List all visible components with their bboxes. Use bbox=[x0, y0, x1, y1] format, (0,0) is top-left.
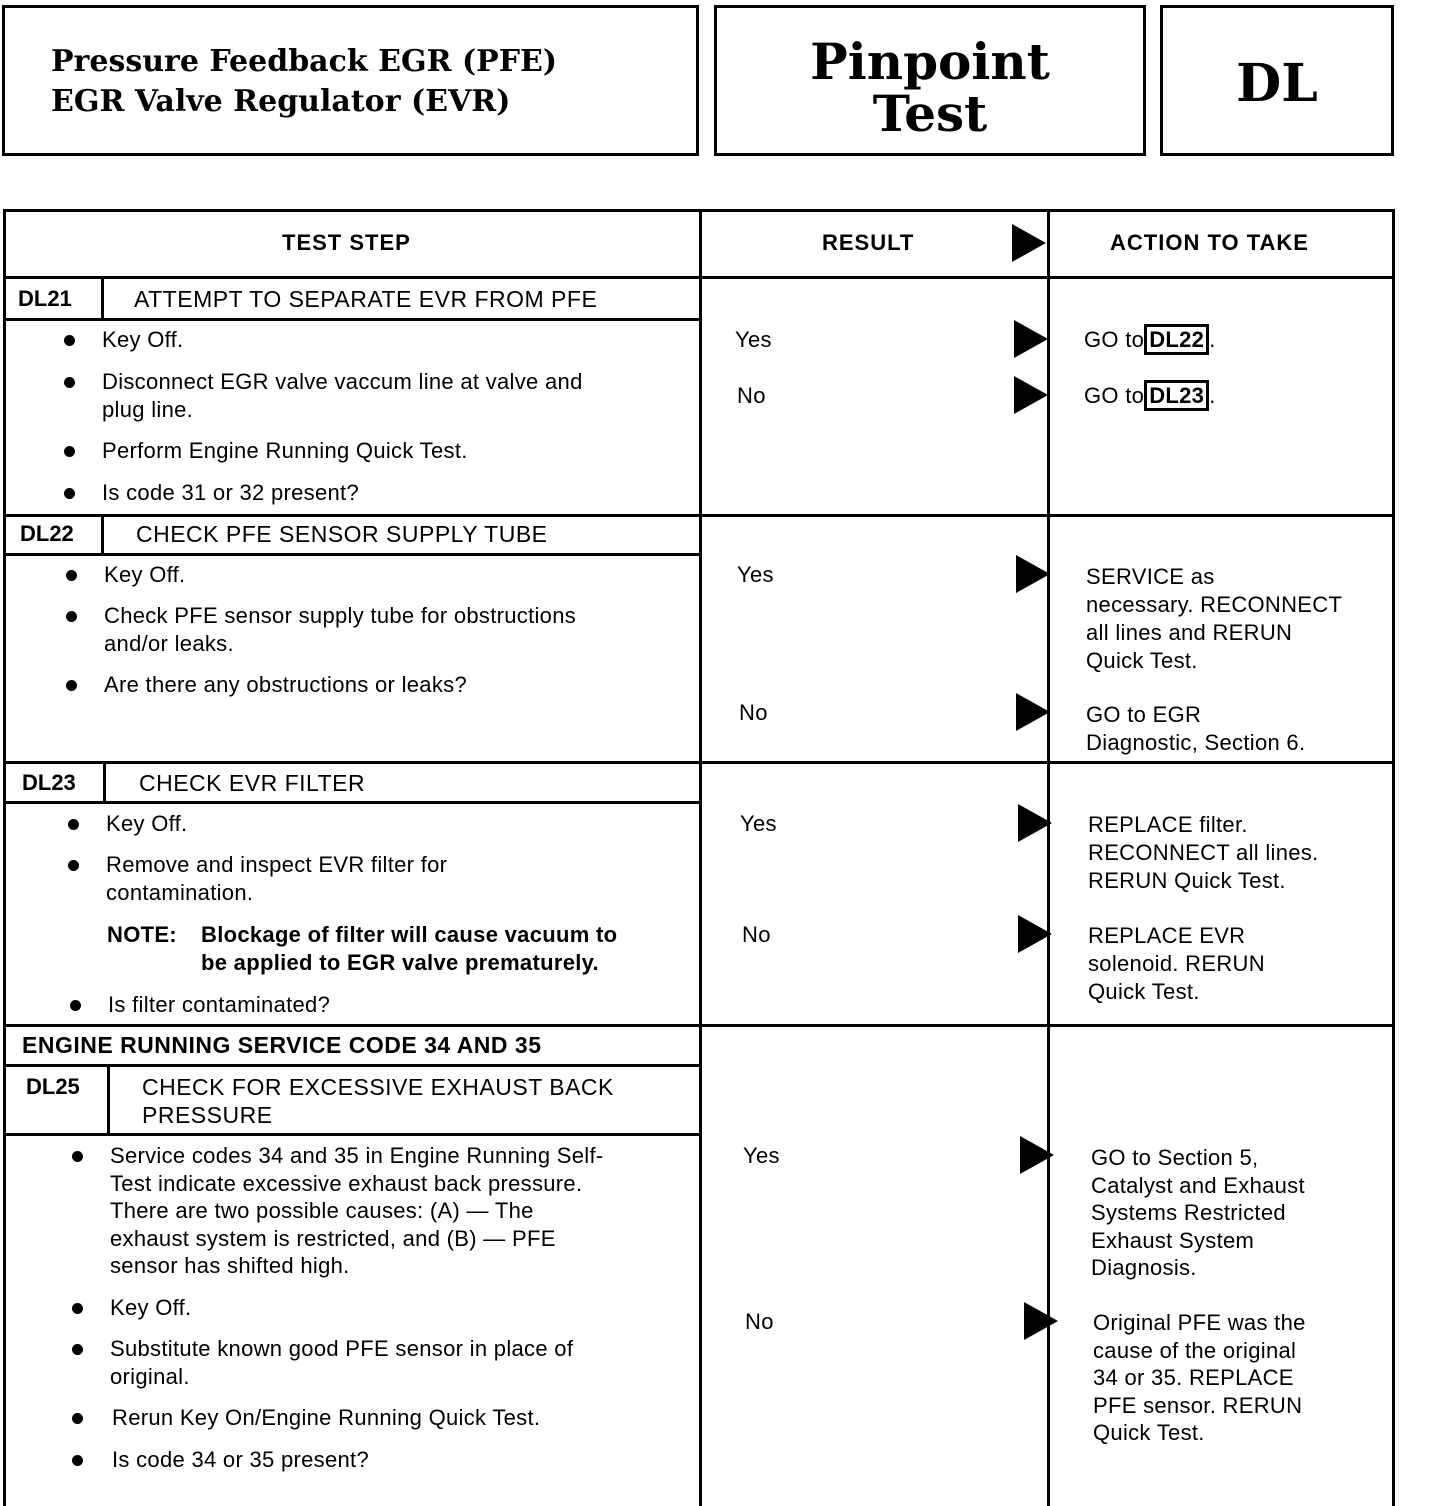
dl22-action-no bbox=[1086, 701, 1305, 757]
action-line: Quick Test. bbox=[1088, 979, 1200, 1004]
dl23-result-no: No bbox=[742, 922, 771, 947]
no-arrow-icon bbox=[1018, 915, 1052, 953]
bullet-icon bbox=[72, 1344, 83, 1355]
dl22-instruction-2 bbox=[104, 602, 576, 658]
dl22-action-yes bbox=[1086, 563, 1342, 675]
bullet-icon bbox=[72, 1455, 83, 1466]
dl25-action-no bbox=[1093, 1309, 1306, 1447]
dl23-instruction-2-line-1: Remove and inspect EVR filter for bbox=[106, 852, 448, 877]
action-line: Catalyst and Exhaust bbox=[1091, 1172, 1305, 1198]
result-column-header: RESULT bbox=[822, 230, 915, 255]
dl23-result-yes: Yes bbox=[740, 811, 777, 836]
note-line-1: Blockage of filter will cause vacuum to bbox=[201, 922, 618, 947]
bullet-icon bbox=[72, 1413, 83, 1424]
dl25-id-divider bbox=[107, 1064, 110, 1135]
test-step-column-header: TEST STEP bbox=[282, 230, 411, 255]
pinpoint-line-1: Pinpoint bbox=[810, 32, 1050, 91]
action-line: 34 or 35. REPLACE bbox=[1093, 1365, 1294, 1390]
action-line: Diagnostic, Section 6. bbox=[1086, 730, 1306, 755]
column-divider-1 bbox=[699, 209, 702, 1506]
dl25-step-id: DL25 bbox=[26, 1074, 80, 1099]
bullet-icon bbox=[66, 570, 77, 581]
dl21-id-divider bbox=[101, 276, 104, 320]
action-line: Exhaust System bbox=[1091, 1227, 1255, 1253]
section-title: ENGINE RUNNING SERVICE CODE 34 AND 35 bbox=[22, 1032, 542, 1058]
action-column-header: ACTION TO TAKE bbox=[1110, 230, 1309, 255]
dl22-instruction-2-line-2: and/or leaks. bbox=[104, 631, 234, 656]
dl25-action-yes bbox=[1091, 1144, 1305, 1282]
dl21-instruction-3: Perform Engine Running Quick Test. bbox=[102, 438, 468, 463]
go-to-text: GO to bbox=[1084, 327, 1145, 352]
bullet-icon bbox=[64, 377, 75, 388]
section-top-divider bbox=[3, 1024, 1395, 1027]
dl22-result-no: No bbox=[739, 700, 768, 725]
table-right-border bbox=[1392, 209, 1395, 1506]
title-line-2: EGR Valve Regulator (EVR) bbox=[51, 84, 511, 119]
dl23-note bbox=[201, 921, 617, 977]
note-line-2: be applied to EGR valve prematurely. bbox=[201, 950, 599, 975]
go-to-text: GO to bbox=[1084, 383, 1145, 408]
dl25-result-no: No bbox=[745, 1309, 774, 1334]
title-line-1: Pressure Feedback EGR (PFE) bbox=[51, 44, 558, 79]
dl23-id-divider bbox=[103, 761, 106, 803]
bullet-icon bbox=[70, 1000, 81, 1011]
action-line: Systems Restricted bbox=[1091, 1200, 1286, 1225]
dl21-instruction-1: Key Off. bbox=[102, 327, 184, 352]
yes-arrow-icon bbox=[1014, 320, 1048, 358]
action-line: REPLACE filter. bbox=[1088, 812, 1248, 837]
dl25-step-title bbox=[142, 1073, 614, 1129]
dl25-title-line-1: CHECK FOR EXCESSIVE EXHAUST BACK bbox=[142, 1074, 614, 1100]
dl22-step-title: CHECK PFE SENSOR SUPPLY TUBE bbox=[136, 521, 548, 547]
dl21-question: Is code 31 or 32 present? bbox=[102, 480, 359, 505]
dl22-id-divider bbox=[101, 514, 104, 555]
bullet-icon bbox=[66, 611, 77, 622]
bullet-icon bbox=[72, 1303, 83, 1314]
dl22-title-divider bbox=[3, 553, 702, 556]
dl22-step-id: DL22 bbox=[20, 521, 74, 546]
dl23-title-divider bbox=[3, 801, 702, 804]
dl21-step-id: DL21 bbox=[18, 286, 72, 311]
dl22-instruction-2-line-1: Check PFE sensor supply tube for obstructions bbox=[104, 603, 577, 628]
period: . bbox=[1209, 383, 1216, 408]
dl23-instruction-2 bbox=[106, 851, 447, 907]
yes-arrow-icon bbox=[1016, 555, 1050, 593]
dl25-instruction-3-line-2: original. bbox=[110, 1364, 190, 1389]
bullet-icon bbox=[68, 819, 79, 830]
action-line: SERVICE as bbox=[1086, 564, 1215, 589]
dl23-step-id: DL23 bbox=[22, 770, 76, 795]
procedure-title bbox=[2, 5, 699, 156]
dl25-question: Is code 34 or 35 present? bbox=[112, 1447, 369, 1472]
dl21-instruction-2-line-2: plug line. bbox=[102, 397, 194, 422]
dl21-result-no: No bbox=[737, 383, 766, 408]
dl23-reference[interactable]: DL23 bbox=[1144, 380, 1209, 411]
dl23-instruction-1: Key Off. bbox=[106, 811, 188, 836]
no-arrow-icon bbox=[1024, 1302, 1058, 1340]
result-arrow-icon bbox=[1012, 224, 1046, 262]
dl23-action-yes bbox=[1088, 811, 1319, 895]
dl22-top-divider bbox=[3, 514, 1395, 517]
dl25-instruction-1-line: exhaust system is restricted, and (B) — PFE bbox=[110, 1225, 556, 1251]
dl21-instruction-2 bbox=[102, 368, 583, 424]
dl21-action-yes bbox=[1084, 326, 1216, 354]
dl25-instruction-1-line: There are two possible causes: (A) — The bbox=[110, 1198, 534, 1223]
bullet-icon bbox=[64, 446, 75, 457]
dl25-instruction-1-line: Test indicate excessive exhaust back pressure. bbox=[110, 1170, 583, 1196]
dl23-question: Is filter contaminated? bbox=[108, 992, 331, 1017]
dl25-result-yes: Yes bbox=[743, 1143, 780, 1168]
action-line: cause of the original bbox=[1093, 1337, 1297, 1363]
action-line: solenoid. RERUN bbox=[1088, 951, 1265, 976]
dl25-instruction-1 bbox=[110, 1142, 604, 1280]
period: . bbox=[1209, 327, 1216, 352]
header-row-divider bbox=[3, 276, 1395, 279]
dl25-instruction-3-line-1: Substitute known good PFE sensor in place of bbox=[110, 1336, 574, 1361]
test-code: DL bbox=[1160, 5, 1394, 156]
action-line: necessary. RECONNECT bbox=[1086, 592, 1343, 617]
dl22-question: Are there any obstructions or leaks? bbox=[104, 672, 467, 697]
action-line: GO to EGR bbox=[1086, 702, 1202, 727]
dl23-step-title: CHECK EVR FILTER bbox=[139, 770, 366, 796]
action-line: Diagnosis. bbox=[1091, 1255, 1197, 1280]
bullet-icon bbox=[64, 335, 75, 346]
action-line: RECONNECT all lines. bbox=[1088, 840, 1319, 865]
action-line: RERUN Quick Test. bbox=[1088, 868, 1286, 893]
yes-arrow-icon bbox=[1020, 1136, 1054, 1174]
no-arrow-icon bbox=[1016, 693, 1050, 731]
dl22-reference[interactable]: DL22 bbox=[1144, 324, 1209, 355]
dl23-top-divider bbox=[3, 761, 1395, 764]
dl25-title-line-2: PRESSURE bbox=[142, 1102, 273, 1128]
bullet-icon bbox=[64, 488, 75, 499]
dl23-action-no bbox=[1088, 922, 1265, 1006]
dl21-instruction-2-line-1: Disconnect EGR valve vaccum line at valve and bbox=[102, 369, 583, 394]
pinpoint-line-2: Test bbox=[872, 84, 988, 143]
action-line: Quick Test. bbox=[1093, 1420, 1205, 1445]
dl25-instruction-4: Rerun Key On/Engine Running Quick Test. bbox=[112, 1405, 541, 1430]
dl22-instruction-1: Key Off. bbox=[104, 562, 186, 587]
dl25-instruction-2: Key Off. bbox=[110, 1295, 192, 1320]
table-left-border bbox=[3, 209, 6, 1506]
pinpoint-test-label bbox=[714, 5, 1146, 156]
no-arrow-icon bbox=[1014, 376, 1048, 414]
action-line: GO to Section 5, bbox=[1091, 1145, 1259, 1170]
bullet-icon bbox=[66, 680, 77, 691]
dl23-instruction-2-line-2: contamination. bbox=[106, 880, 254, 905]
dl25-instruction-3 bbox=[110, 1335, 573, 1391]
dl25-instruction-1-line: Service codes 34 and 35 in Engine Running Self- bbox=[110, 1143, 604, 1168]
dl21-step-title: ATTEMPT TO SEPARATE EVR FROM PFE bbox=[134, 286, 598, 312]
dl21-title-divider bbox=[3, 318, 702, 321]
action-line: all lines and RERUN bbox=[1086, 620, 1293, 645]
action-line: Original PFE was the bbox=[1093, 1310, 1306, 1335]
yes-arrow-icon bbox=[1018, 804, 1052, 842]
dl22-result-yes: Yes bbox=[737, 562, 774, 587]
dl21-result-yes: Yes bbox=[735, 327, 772, 352]
action-line: PFE sensor. RERUN bbox=[1093, 1392, 1303, 1418]
action-line: REPLACE EVR bbox=[1088, 923, 1246, 948]
action-line: Quick Test. bbox=[1086, 648, 1198, 673]
dl23-note-label: NOTE: bbox=[107, 922, 177, 947]
bullet-icon bbox=[72, 1151, 83, 1162]
dl21-action-no bbox=[1084, 382, 1216, 410]
dl25-instruction-1-line: sensor has shifted high. bbox=[110, 1253, 350, 1278]
bullet-icon bbox=[68, 860, 79, 871]
